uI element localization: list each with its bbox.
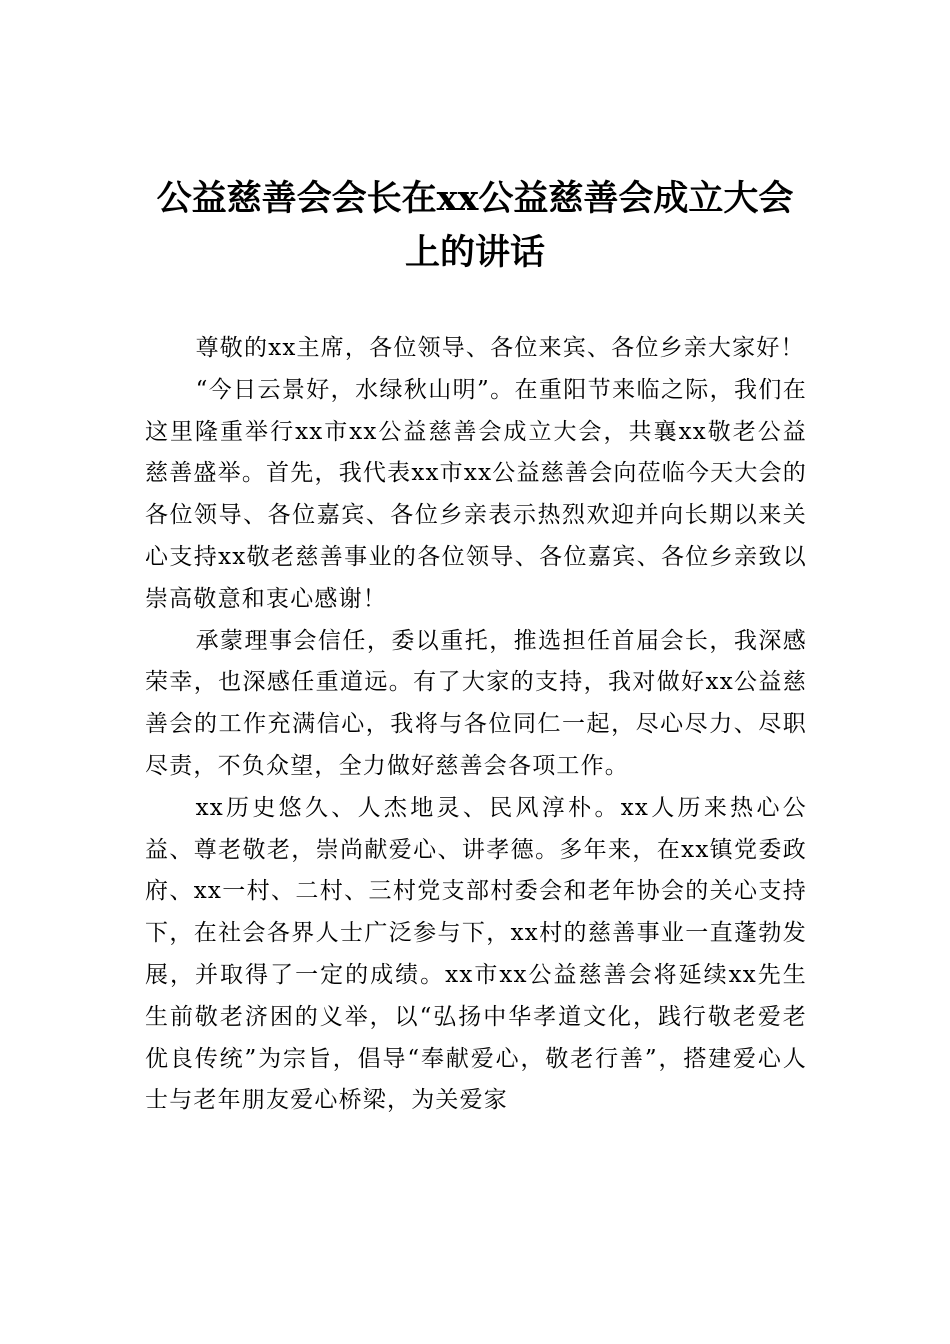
paragraph-appointment: 承蒙理事会信任，委以重托，推选担任首届会长，我深感荣幸，也深感任重道远。有了大家的支持，我对做好xx公益慈善会的工作充满信心，我将与各位同仁一起，尽心尽力、尽职尽责，不负众望，全力做好慈善会各项工作。 (145, 627, 807, 779)
paragraph-welcome: “今日云景好，水绿秋山明”。在重阳节来临之际，我们在这里隆重举行xx市xx公益慈善会成立大会，共襄xx敬老公益慈善盛举。首先，我代表xx市xx公益慈善会向莅临今天大会的各位领导、各位嘉宾、各位乡亲表示热烈欢迎并向长期以来关心支持xx敬老慈善事业的各位领导、各位嘉宾、各位乡亲致以崇高敬意和衷心感谢！ (145, 376, 807, 612)
paragraph-history: xx历史悠久、人杰地灵、民风淳朴。xx人历来热心公益、尊老敬老，崇尚献爱心、讲孝德。多年来，在xx镇党委政府、xx一村、二村、三村党支部村委会和老年协会的关心支持下，在社会各界人士广泛参与下，xx村的慈善事业一直蓬勃发展，并取得了一定的成绩。xx市xx公益慈善会将延续xx先生生前敬老济困的义举，以“弘扬中华孝道文化，践行敬老爱老优良传统”为宗旨，倡导“奉献爱心，敬老行善”，搭建爱心人士与老年朋友爱心桥梁，为关爱家 (145, 794, 807, 1114)
document-body (145, 328, 807, 1122)
document-title: 公益慈善会会长在xx公益慈善会成立大会上的讲话 (156, 178, 794, 273)
paragraph-greeting: 尊敬的xx主席，各位领导、各位来宾、各位乡亲大家好！ (195, 335, 805, 361)
